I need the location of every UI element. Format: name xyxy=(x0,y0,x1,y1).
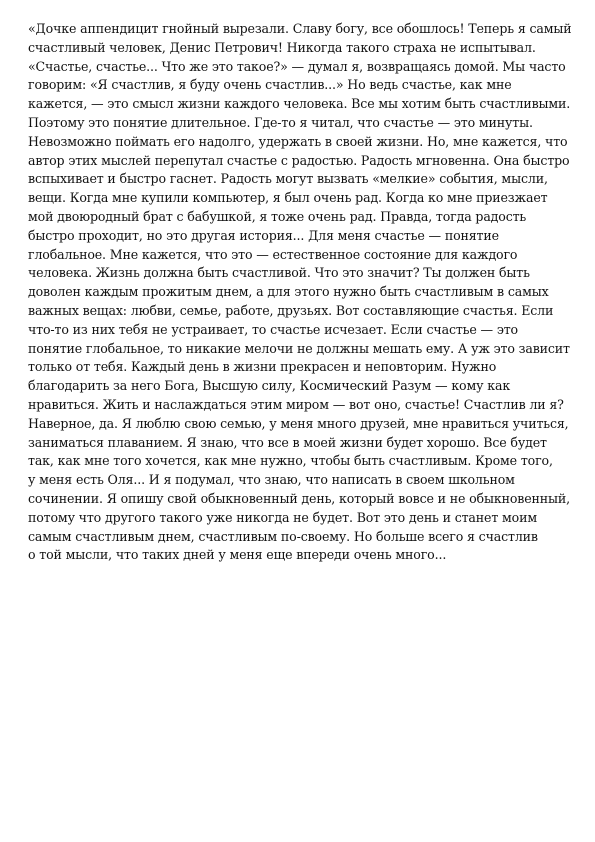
text-line: вспыхивает и быстро гаснет. Радость могут вызвать «мелкие» события, мысли, xyxy=(28,171,548,187)
essay-text xyxy=(28,20,573,565)
text-line: «Дочке аппендицит гнойный вырезали. Славу богу, все обошлось! Теперь я самый xyxy=(28,21,572,36)
text-line: только от тебя. Каждый день в жизни прекрасен и неповторим. Нужно xyxy=(28,359,497,375)
text-line: быстро проходит, но это другая история... Для меня счастье — понятие xyxy=(28,227,499,243)
text-line: доволен каждым прожитым днем, а для этого нужно быть счастливым в самых xyxy=(28,284,549,300)
text-line: заниматься плаванием. Я знаю, что все в моей жизни будет хорошо. Все будет xyxy=(28,434,547,450)
text-line: у меня есть Оля... И я подумал, что знаю, что написать в своем школьном xyxy=(28,472,515,488)
text-line: говорим: «Я счастлив, я буду очень счастлив...» Но ведь счастье, как мне xyxy=(28,77,512,93)
text-line: нравиться. Жить и наслаждаться этим миром — вот оно, счастье! Счастлив ли я? xyxy=(28,396,564,412)
text-line: «Счастье, счастье... Что же это такое?» — думал я, возвращаясь домой. Мы часто xyxy=(28,58,566,74)
text-line: Наверное, да. Я люблю свою семью, у меня много друзей, мне нравиться учиться, xyxy=(28,415,569,431)
text-line: что-то из них тебя не устраивает, то счастье исчезает. Если счастье — это xyxy=(28,321,518,337)
text-line: потому что другого такого уже никогда не будет. Вот это день и станет моим xyxy=(28,509,537,525)
text-line: так, как мне того хочется, как мне нужно, чтобы быть счастливым. Кроме того, xyxy=(28,453,553,469)
text-line: сочинении. Я опишу свой обыкновенный день, который вовсе и не обыкновенный, xyxy=(28,490,570,506)
text-line: понятие глобальное, то никакие мелочи не должны мешать ему. А уж это зависит xyxy=(28,340,570,356)
text-line: вещи. Когда мне купили компьютер, я был очень рад. Когда ко мне приезжает xyxy=(28,190,548,206)
text-line: человека. Жизнь должна быть счастливой. Что это значит? Ты должен быть xyxy=(28,265,530,281)
text-line: автор этих мыслей перепутал счастье с радостью. Радость мгновенна. Она быстро xyxy=(28,152,570,168)
text-line: мой двоюродный брат с бабушкой, я тоже очень рад. Правда, тогда радость xyxy=(28,208,527,224)
text-line: самым счастливым днем, счастливым по-своему. Но больше всего я счастлив xyxy=(28,528,538,544)
text-line: кажется, — это смысл жизни каждого человека. Все мы хотим быть счастливыми. xyxy=(28,96,571,112)
text-line: важных вещах: любви, семье, работе, друзьях. Вот составляющие счастья. Если xyxy=(28,302,554,318)
text-line: благодарить за него Бога, Высшую силу, Космический Разум — кому как xyxy=(28,378,511,394)
text-line: Невозможно поймать его надолго, удержать в своей жизни. Но, мне кажется, что xyxy=(28,133,568,149)
text-line: счастливый человек, Денис Петрович! Никогда такого страха не испытывал. xyxy=(28,39,536,55)
text-line: глобальное. Мне кажется, что это — естественное состояние для каждого xyxy=(28,246,518,262)
text-line: о той мысли, что таких дней у меня еще впереди очень много... xyxy=(28,547,447,563)
text-line: Поэтому это понятие длительное. Где-то я читал, что счастье — это минуты. xyxy=(28,114,533,130)
